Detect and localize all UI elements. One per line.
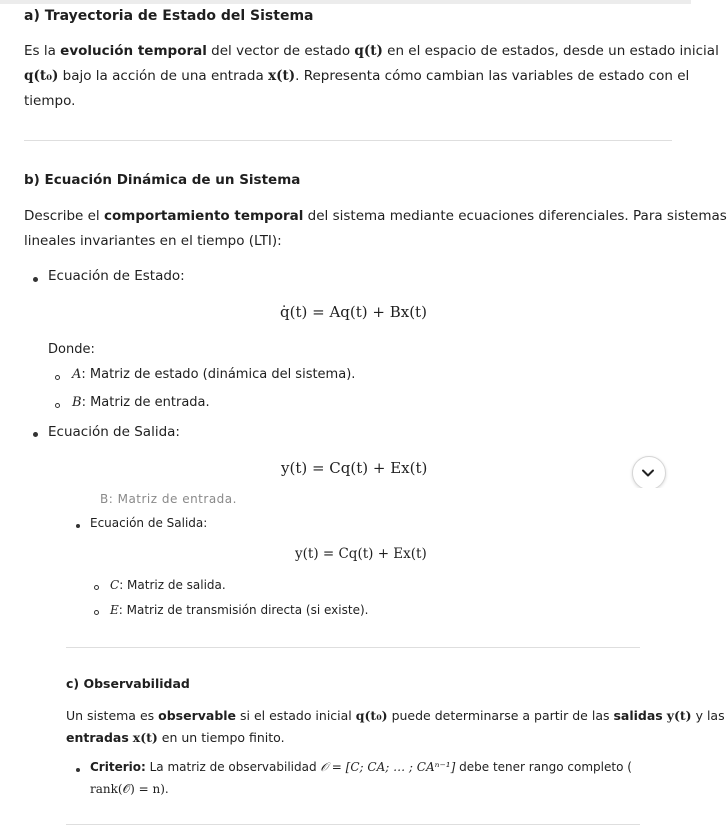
def-B — [72, 395, 210, 410]
text: . Representa cómo cambian las variables de estado con el — [295, 68, 690, 84]
text: si el estado inicial — [236, 708, 356, 723]
section-c-title: c) Observabilidad — [66, 676, 190, 691]
math-A: A — [72, 367, 82, 382]
text: Un sistema es — [66, 708, 159, 723]
math-C: C — [110, 578, 120, 592]
section-a-line-2 — [24, 68, 689, 84]
scroll-down-button[interactable] — [632, 456, 666, 490]
text: debe tener rango completo ( — [455, 760, 632, 774]
text: La matriz de observabilidad — [145, 760, 321, 774]
text: : Matriz de estado (dinámica del sistema). — [81, 367, 356, 382]
output-eq-label: Ecuación de Salida: — [48, 424, 180, 440]
text: puede determinarse a partir de las — [387, 708, 614, 723]
clipped-text: B: Matriz de entrada. — [100, 492, 237, 506]
donde-label: Donde: — [48, 342, 95, 357]
math-observability-matrix: 𝒪 = [C; CA; … ; CAⁿ⁻¹] — [320, 760, 456, 774]
math-x-t: x(t) — [268, 68, 296, 84]
output-equation: y(t) = Cq(t) + Ex(t) — [295, 546, 427, 562]
divider — [66, 824, 640, 825]
bullet — [76, 524, 80, 528]
output-equation: y(t) = Cq(t) + Ex(t) — [281, 459, 428, 477]
bold-term: entradas — [66, 730, 129, 745]
criterio-line-2: rank(𝒪) = n). — [90, 782, 169, 796]
section-b-line-1 — [24, 208, 727, 224]
state-equation: q̇(t) = Aq(t) + Bx(t) — [280, 303, 427, 321]
criterio-line-1 — [90, 760, 632, 775]
bold-term: Criterio: — [90, 760, 146, 774]
math-q-t: q(t) — [354, 43, 383, 59]
section-b-line-2: lineales invariantes en el tiempo (LTI): — [24, 233, 282, 249]
sub-bullet — [94, 610, 99, 615]
section-c-line-2 — [66, 730, 285, 745]
state-eq-label: Ecuación de Estado: — [48, 268, 185, 284]
section-a-line-3: tiempo. — [24, 93, 76, 109]
math-q-t0: q(t₀) — [355, 708, 388, 723]
math-y-t: y(t) — [666, 708, 692, 723]
divider — [24, 140, 672, 141]
divider — [66, 647, 640, 648]
text: bajo la acción de una entrada — [58, 68, 269, 84]
section-b-title: b) Ecuación Dinámica de un Sistema — [24, 172, 301, 188]
section-a-line-1 — [24, 43, 719, 59]
text: del vector de estado — [206, 43, 355, 59]
math-E: E — [110, 603, 119, 617]
text: del sistema mediante ecuaciones diferenciales. Para sistemas — [303, 208, 727, 224]
section-a-title: a) Trayectoria de Estado del Sistema — [24, 8, 314, 24]
overlap-strip — [0, 488, 691, 506]
top-divider — [0, 0, 691, 4]
text: Es la — [24, 43, 61, 59]
sub-bullet — [94, 585, 99, 590]
text: : Matriz de entrada. — [81, 395, 210, 410]
bullet — [76, 768, 80, 772]
section-c-line-1 — [66, 708, 725, 723]
bold-term: salidas — [613, 708, 663, 723]
output-eq-label: Ecuación de Salida: — [90, 516, 208, 530]
bullet — [33, 432, 38, 437]
chevron-down-icon — [641, 466, 655, 480]
def-A — [72, 367, 355, 382]
sub-bullet — [55, 375, 60, 380]
sub-bullet — [55, 403, 60, 408]
text: : Matriz de salida. — [119, 578, 226, 592]
text: Describe el — [24, 208, 104, 224]
text: en el espacio de estados, desde un estado inicial — [382, 43, 719, 59]
def-C — [110, 578, 226, 592]
def-E — [110, 603, 368, 617]
text: en un tiempo finito. — [157, 730, 285, 745]
text: y las — [691, 708, 725, 723]
bold-term: observable — [158, 708, 237, 723]
math-B: B — [72, 395, 82, 410]
math-x-t: x(t) — [132, 730, 158, 745]
bold-term: evolución temporal — [60, 43, 207, 59]
bullet — [33, 277, 38, 282]
bold-term: comportamiento temporal — [103, 208, 304, 224]
text: : Matriz de transmisión directa (si existe). — [118, 603, 369, 617]
bottom-section — [0, 500, 725, 827]
math-q-t0: q(t₀) — [24, 68, 59, 84]
